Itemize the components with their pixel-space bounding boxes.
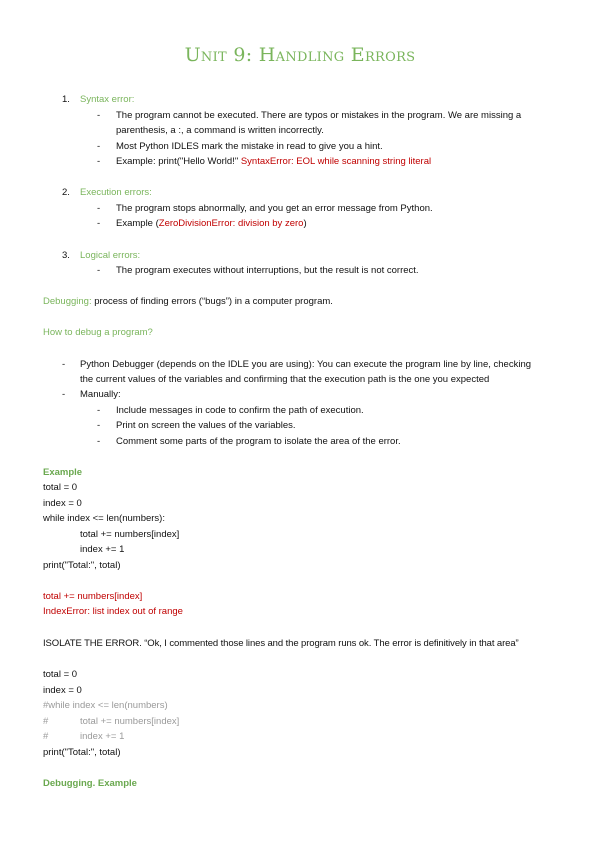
syntax-bullet-3: [116, 156, 431, 168]
bullet-dash: -: [97, 110, 101, 121]
code-line: while index <= len(numbers):: [43, 513, 165, 524]
example-prefix: Example: print("Hello World!": [116, 156, 239, 167]
syntax-bullet-1-cont: parenthesis, a :, a command is written incorrectly.: [116, 125, 324, 136]
commented-code-line: index += 1: [80, 731, 125, 742]
execution-bullet-1: The program stops abnormally, and you get an error message from Python.: [116, 203, 433, 214]
list-number: 1.: [62, 94, 70, 105]
logical-errors-heading: Logical errors:: [80, 250, 141, 261]
commented-code-line: total += numbers[index]: [80, 716, 180, 727]
debugging-label: Debugging:: [43, 296, 92, 307]
code-line: index = 0: [43, 498, 82, 509]
manual-sub-2: Print on screen the values of the variables.: [116, 420, 296, 431]
code-line: index += 1: [80, 544, 125, 555]
execution-errors-heading: Execution errors:: [80, 187, 152, 198]
error-line: total += numbers[index]: [43, 591, 143, 602]
commented-code-line: #while index <= len(numbers): [43, 700, 168, 711]
syntax-bullet-2: Most Python IDLES mark the mistake in read to give you a hint.: [116, 141, 383, 152]
bullet-dash: -: [97, 141, 101, 152]
syntax-error-heading: Syntax error:: [80, 94, 135, 105]
bullet-dash: -: [62, 359, 66, 370]
bullet-dash: -: [62, 389, 66, 400]
debugger-item-cont: the current values of the variables and confirming that the execution path is the one you expected: [80, 374, 490, 385]
execution-bullet-2: [116, 218, 307, 230]
isolate-error-text: ISOLATE THE ERROR. “Ok, I commented those lines and the program runs ok. The error is definitively in that area”: [43, 638, 519, 649]
syntax-bullet-1: The program cannot be executed. There are typos or mistakes in the program. We are missing a: [116, 110, 522, 121]
code-line: print("Total:", total): [43, 747, 121, 758]
debugger-item: Python Debugger (depends on the IDLE you are using): You can execute the program line by line, checking: [80, 359, 532, 370]
index-error-message: IndexError: list index out of range: [43, 606, 183, 617]
debugging-example-heading: Debugging. Example: [43, 778, 137, 789]
bullet-dash: -: [97, 203, 101, 214]
debugging-definition: [43, 296, 333, 308]
code-line: total = 0: [43, 669, 78, 680]
logical-bullet-1: The program executes without interruptions, but the result is not correct.: [116, 265, 419, 276]
example-heading: Example: [43, 467, 83, 478]
bullet-dash: -: [97, 156, 101, 167]
code-line: print("Total:", total): [43, 560, 121, 571]
code-line: total = 0: [43, 482, 78, 493]
code-line: total += numbers[index]: [80, 529, 180, 540]
page-title: Unit 9: Handling Errors: [184, 44, 416, 66]
list-number: 2.: [62, 187, 70, 198]
manual-sub-1: Include messages in code to confirm the path of execution.: [116, 405, 364, 416]
example-prefix: Example (: [116, 218, 159, 229]
bullet-dash: -: [97, 265, 101, 276]
comment-hash: #: [43, 731, 49, 742]
example-suffix: ): [303, 218, 307, 229]
bullet-dash: -: [97, 436, 101, 447]
manual-sub-3: Comment some parts of the program to isolate the area of the error.: [116, 436, 401, 447]
bullet-dash: -: [97, 218, 101, 229]
bullet-dash: -: [97, 420, 101, 431]
manually-item: Manually:: [80, 389, 121, 400]
comment-hash: #: [43, 716, 49, 727]
how-to-debug-heading: How to debug a program?: [43, 327, 153, 338]
syntax-error-message: SyntaxError: EOL while scanning string literal: [238, 156, 432, 167]
list-number: 3.: [62, 250, 70, 261]
code-line: index = 0: [43, 685, 82, 696]
zero-division-error: ZeroDivisionError: division by zero: [158, 218, 304, 229]
debugging-text: process of finding errors (“bugs”) in a computer program.: [91, 296, 333, 307]
bullet-dash: -: [97, 405, 101, 416]
